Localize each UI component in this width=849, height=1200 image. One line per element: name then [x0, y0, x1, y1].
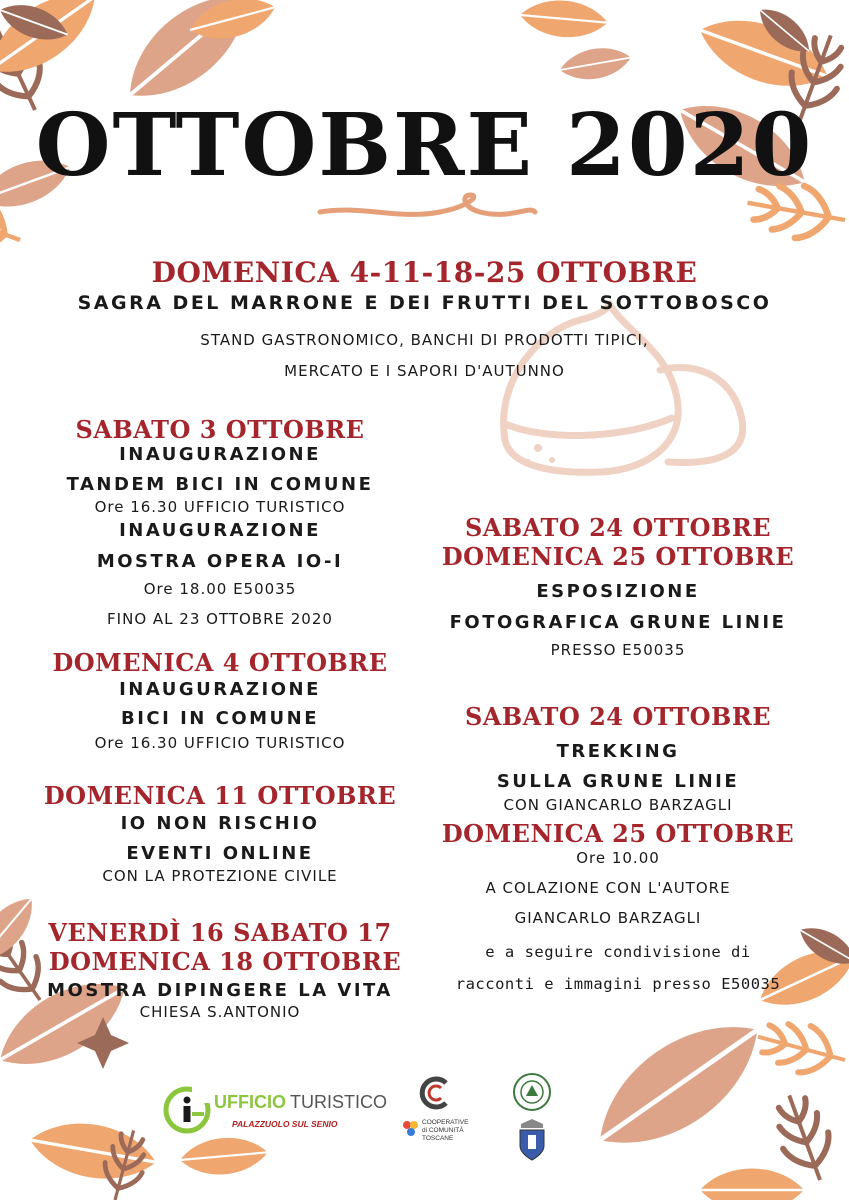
venerdi-16-date-1: VENERDÌ 16 SABATO 17 [48, 918, 392, 947]
domenica-4-line-2: BICI IN COMUNE [120, 708, 320, 729]
coop-line-1: COOPERATIVE [422, 1119, 469, 1126]
domenica-25-line-3: GIANCARLO BARZAGLI [514, 909, 702, 927]
people-icon [402, 1119, 420, 1137]
sabato-24-a-line-3: PRESSO E50035 [550, 641, 686, 659]
coat-of-arms-icon [515, 1118, 549, 1164]
sabato-24-b-line-1: TREKKING [556, 741, 680, 762]
sagra-description-2: MERCATO E I SAPORI D'AUTUNNO [284, 362, 565, 380]
coop-line-2: di COMUNITÀ [422, 1127, 464, 1134]
domenica-11-line-3: CON LA PROTEZIONE CIVILE [102, 867, 338, 885]
domenica-25-line-4: e a seguire condivisione di [485, 943, 751, 961]
sabato-3-line-1: INAUGURAZIONE [119, 444, 321, 465]
ufficio-turistico-logo [162, 1083, 387, 1143]
sabato-3-line-7: FINO AL 23 OTTOBRE 2020 [107, 610, 333, 628]
domenica-25-line-2: A COLAZIONE CON L'AUTORE [485, 879, 731, 897]
domenica-11-line-1: IO NON RISCHIO [120, 813, 320, 834]
sabato-3-line-5: MOSTRA OPERA IO-I [96, 551, 344, 572]
sabato-24-a-date-2: DOMENICA 25 OTTOBRE [441, 542, 795, 571]
sabato-3-date: SABATO 3 OTTOBRE [75, 415, 365, 444]
domenica-4-date: DOMENICA 4 OTTOBRE [52, 648, 388, 677]
comune-logo [510, 1072, 555, 1167]
sagra-description-1: STAND GASTRONOMICO, BANCHI DI PRODOTTI TIPICI, [200, 331, 649, 349]
domenica-4-line-1: INAUGURAZIONE [119, 679, 321, 700]
domenica-25-line-1: Ore 10.00 [576, 849, 660, 867]
domenica-25-date: DOMENICA 25 OTTOBRE [441, 819, 795, 848]
page-title: OTTOBRE 2020 [35, 95, 814, 196]
sabato-24-b-line-3: CON GIANCARLO BARZAGLI [503, 796, 733, 814]
domenica-11-line-2: EVENTI ONLINE [126, 843, 314, 864]
sabato-24-b-line-2: SULLA GRUNE LINIE [496, 771, 740, 792]
sabato-24-b-date: SABATO 24 OTTOBRE [464, 702, 772, 731]
sabato-3-line-6: Ore 18.00 E50035 [143, 580, 297, 598]
info-icon [162, 1085, 212, 1135]
turistico-label: TURISTICO [290, 1092, 387, 1112]
cooperative-mark-icon [418, 1075, 454, 1111]
sabato-24-a-date-1: SABATO 24 OTTOBRE [464, 513, 772, 542]
ufficio-label: UFFICIO [214, 1092, 286, 1112]
sabato-3-line-4: INAUGURAZIONE [119, 520, 321, 541]
ufficio-subtitle: PALAZZUOLO SUL SENIO [232, 1119, 338, 1129]
sagra-date: DOMENICA 4-11-18-25 OTTOBRE [151, 256, 698, 289]
venerdi-16-line-1: MOSTRA DIPINGERE LA VITA [47, 980, 393, 1001]
sabato-24-a-line-2: FOTOGRAFICA GRUNE LINIE [449, 612, 787, 633]
domenica-25-line-5: racconti e immagini presso E50035 [455, 975, 781, 993]
sagra-name: SAGRA DEL MARRONE E DEI FRUTTI DEL SOTTOBOSCO [77, 292, 772, 314]
venerdi-16-line-2: CHIESA S.ANTONIO [139, 1003, 301, 1021]
venerdi-16-date-2: DOMENICA 18 OTTOBRE [48, 947, 402, 976]
domenica-11-date: DOMENICA 11 OTTOBRE [43, 781, 397, 810]
sabato-3-line-3: Ore 16.30 UFFICIO TURISTICO [94, 498, 346, 516]
sabato-3-line-2: TANDEM BICI IN COMUNE [66, 474, 374, 495]
domenica-4-line-3: Ore 16.30 UFFICIO TURISTICO [94, 734, 346, 752]
cooperative-logo [398, 1075, 478, 1150]
palazzuolo-seal-icon [512, 1072, 552, 1112]
coop-line-3: TOSCANE [422, 1135, 454, 1142]
sabato-24-a-line-1: ESPOSIZIONE [536, 581, 700, 602]
